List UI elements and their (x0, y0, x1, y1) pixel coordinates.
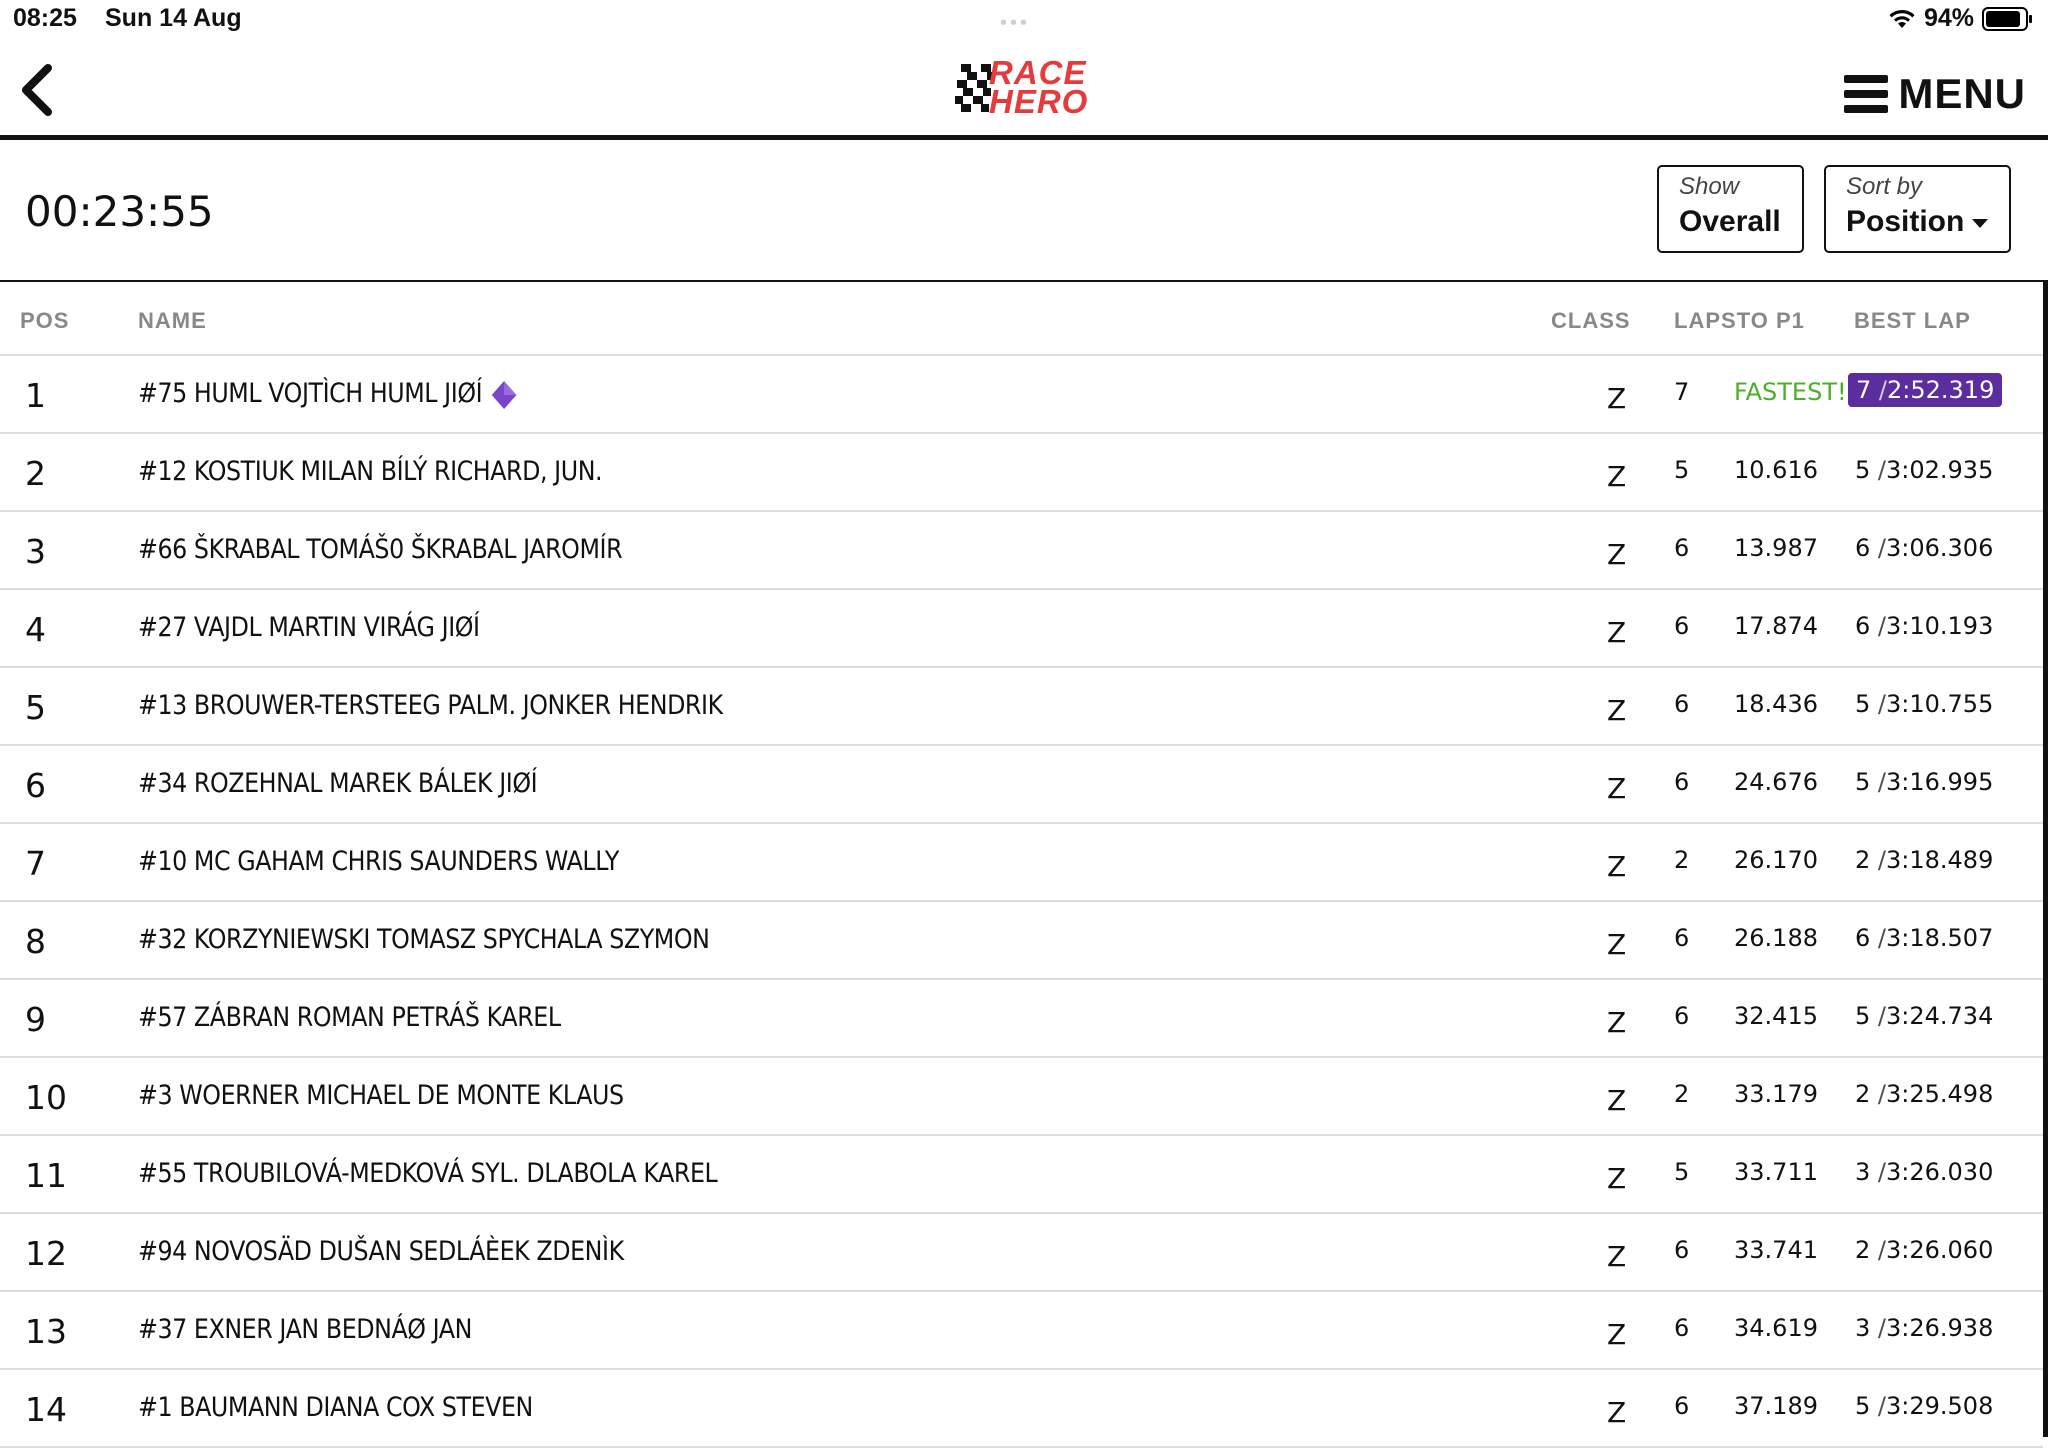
session-bar (0, 145, 2048, 282)
table-row[interactable] (0, 356, 2043, 434)
column-header-best-lap[interactable]: BEST LAP (1854, 308, 1971, 333)
row-laps: 6 (1674, 1314, 1690, 1342)
column-header-name[interactable]: NAME (138, 308, 207, 333)
back-button[interactable] (18, 62, 68, 118)
results-table-header (0, 282, 2043, 356)
table-row[interactable] (0, 746, 2043, 824)
row-best-lap-time: 3:25.498 (1886, 1080, 1994, 1108)
row-position: 2 (25, 454, 46, 493)
table-row[interactable] (0, 902, 2043, 980)
row-gap: 33.711 (1734, 1158, 1818, 1186)
row-position: 4 (25, 610, 46, 649)
row-best-lap-number: 2 (1855, 1080, 1871, 1108)
table-row[interactable] (0, 434, 2043, 512)
row-best-lap-number: 5 (1855, 1002, 1871, 1030)
row-class: Z (1607, 1318, 1627, 1351)
row-class: Z (1607, 1006, 1627, 1039)
row-driver-name-text: #75 HUML VOJTÌCH HUML JIØÍ (138, 378, 483, 409)
row-best-lap (1855, 1236, 1993, 1264)
table-row[interactable] (0, 1136, 2043, 1214)
row-laps: 6 (1674, 1236, 1690, 1264)
row-position: 8 (25, 922, 46, 961)
column-header-laps-to-p1[interactable]: LAPSTO P1 (1674, 308, 1805, 333)
results-table-body (0, 356, 2043, 1448)
row-best-lap-time: 3:29.508 (1886, 1392, 1994, 1420)
app-header (0, 40, 2048, 140)
show-filter-label: Show (1679, 173, 1740, 200)
row-driver-name-text: #27 VAJDL MARTIN VIRÁG JIØÍ (138, 612, 480, 643)
row-best-lap-separator: / (1870, 1314, 1886, 1342)
sort-by-value (1846, 205, 1989, 239)
row-class: Z (1607, 928, 1627, 961)
row-position: 7 (25, 844, 46, 883)
row-best-lap-number: 5 (1855, 690, 1871, 718)
row-class: Z (1607, 772, 1627, 805)
row-class: Z (1607, 460, 1627, 493)
status-bar (0, 0, 2048, 40)
row-best-lap (1855, 924, 1993, 952)
row-driver-name-text: #94 NOVOSÄD DUŠAN SEDLÁÈEK ZDENÌK (138, 1236, 624, 1267)
row-best-lap-separator: / (1871, 376, 1887, 404)
row-position: 14 (25, 1390, 67, 1429)
column-header-pos[interactable]: POS (20, 308, 70, 333)
show-filter-dropdown[interactable] (1657, 165, 1804, 253)
row-best-lap-number: 6 (1855, 612, 1871, 640)
row-best-lap-separator: / (1870, 534, 1886, 562)
row-driver-name-text: #3 WOERNER MICHAEL DE MONTE KLAUS (138, 1080, 624, 1111)
table-row[interactable] (0, 1214, 2043, 1292)
row-gap: 34.619 (1734, 1314, 1818, 1342)
row-best-lap-time: 3:26.060 (1886, 1236, 1994, 1264)
row-position: 1 (25, 376, 46, 415)
row-best-lap-separator: / (1870, 1080, 1886, 1108)
row-driver-name (138, 378, 517, 410)
row-best-lap-time: 3:10.755 (1886, 690, 1994, 718)
logo-line-2: HERO (989, 83, 1089, 120)
table-row[interactable] (0, 980, 2043, 1058)
row-driver-name (138, 456, 602, 487)
column-header-class[interactable]: CLASS (1551, 308, 1631, 333)
race-hero-logo[interactable] (955, 54, 1095, 128)
row-best-lap-number: 7 (1856, 376, 1872, 404)
sort-by-value-text: Position (1846, 205, 1965, 238)
row-best-lap-separator: / (1870, 1002, 1886, 1030)
row-class: Z (1607, 1162, 1627, 1195)
table-row[interactable] (0, 824, 2043, 902)
row-driver-name (138, 924, 709, 955)
row-best-lap-separator: / (1870, 846, 1886, 874)
row-best-lap (1855, 612, 1993, 640)
row-driver-name (138, 534, 622, 565)
row-best-lap-time: 2:52.319 (1887, 376, 1995, 404)
row-best-lap (1855, 534, 1993, 562)
row-laps: 2 (1674, 846, 1690, 874)
row-laps: 5 (1674, 1158, 1690, 1186)
row-driver-name (138, 1002, 561, 1033)
row-driver-name-text: #1 BAUMANN DIANA COX STEVEN (138, 1392, 533, 1423)
row-best-lap-time: 3:10.193 (1886, 612, 1994, 640)
row-driver-name-text: #12 KOSTIUK MILAN BÍLÝ RICHARD, JUN. (138, 456, 603, 487)
scroll-edge (2043, 282, 2048, 1437)
row-best-lap-number: 2 (1855, 846, 1871, 874)
table-row[interactable] (0, 668, 2043, 746)
row-best-lap (1855, 846, 1993, 874)
row-class: Z (1607, 1240, 1627, 1273)
row-class: Z (1607, 538, 1627, 571)
row-best-lap-number: 5 (1855, 1392, 1871, 1420)
chevron-left-icon (18, 62, 58, 118)
table-row[interactable] (0, 1058, 2043, 1136)
row-best-lap-time: 3:26.030 (1886, 1158, 1994, 1186)
battery-percent: 94% (1923, 4, 1974, 32)
row-best-lap-separator: / (1870, 612, 1886, 640)
row-best-lap (1855, 768, 1993, 796)
row-driver-name-text: #55 TROUBILOVÁ-MEDKOVÁ SYL. DLABOLA KAREL (138, 1158, 718, 1189)
row-best-lap-number: 3 (1855, 1314, 1871, 1342)
row-best-lap-time: 3:06.306 (1886, 534, 1994, 562)
row-gap: 32.415 (1734, 1002, 1818, 1030)
row-gap: 17.874 (1734, 612, 1818, 640)
row-best-lap (1848, 373, 2002, 407)
row-best-lap-time: 3:02.935 (1886, 456, 1994, 484)
row-laps: 6 (1674, 1002, 1690, 1030)
row-best-lap (1855, 1002, 1993, 1030)
row-class: Z (1607, 382, 1627, 415)
row-gap: 24.676 (1734, 768, 1818, 796)
row-driver-name-text: #37 EXNER JAN BEDNÁØ JAN (138, 1314, 472, 1345)
row-best-lap-number: 6 (1855, 924, 1871, 952)
table-row[interactable] (0, 590, 2043, 668)
row-driver-name (138, 846, 619, 877)
hamburger-icon (1844, 75, 1888, 113)
row-position: 3 (25, 532, 46, 571)
show-filter-value: Overall (1679, 205, 1781, 238)
row-laps: 6 (1674, 924, 1690, 952)
status-time: 08:25 (13, 4, 77, 32)
row-driver-name (138, 1236, 624, 1267)
row-laps: 2 (1674, 1080, 1690, 1108)
row-best-lap-separator: / (1870, 924, 1886, 952)
row-class: Z (1607, 1084, 1627, 1117)
multitasking-dots[interactable]: ••• (1000, 12, 1031, 34)
row-best-lap (1855, 1080, 1993, 1108)
row-driver-name (138, 1158, 717, 1189)
row-best-lap-number: 2 (1855, 1236, 1871, 1264)
table-row[interactable] (0, 512, 2043, 590)
row-laps: 5 (1674, 456, 1690, 484)
status-indicators (1888, 4, 2028, 33)
row-laps: 6 (1674, 768, 1690, 796)
row-best-lap (1855, 1314, 1993, 1342)
wifi-icon (1888, 8, 1916, 30)
row-gap: 33.741 (1734, 1236, 1818, 1264)
session-clock: 00:23:55 (25, 187, 214, 236)
row-best-lap-number: 3 (1855, 1158, 1871, 1186)
row-best-lap-time: 3:18.507 (1886, 924, 1994, 952)
row-driver-name-text: #66 ŠKRABAL TOMÁŠ0 ŠKRABAL JAROMÍR (138, 534, 623, 565)
logo-line-1: RACE (989, 54, 1087, 91)
row-best-lap-time: 3:24.734 (1886, 1002, 1994, 1030)
row-best-lap-separator: / (1870, 456, 1886, 484)
row-driver-name-text: #13 BROUWER-TERSTEEG PALM. JONKER HENDRIK (138, 690, 723, 721)
row-laps: 6 (1674, 690, 1690, 718)
row-driver-name (138, 690, 723, 721)
logo-wordmark (989, 54, 1089, 120)
row-best-lap-separator: / (1870, 768, 1886, 796)
menu-button[interactable] (1844, 70, 2026, 118)
row-driver-name (138, 1392, 533, 1423)
row-laps: 7 (1674, 378, 1690, 406)
row-position: 13 (25, 1312, 67, 1351)
menu-label: MENU (1898, 70, 2026, 117)
row-position: 12 (25, 1234, 67, 1273)
status-date: Sun 14 Aug (105, 4, 242, 32)
row-driver-name (138, 1080, 624, 1111)
row-laps: 6 (1674, 534, 1690, 562)
row-best-lap-time: 3:16.995 (1886, 768, 1994, 796)
row-gap: 26.170 (1734, 846, 1818, 874)
row-best-lap-time: 3:18.489 (1886, 846, 1994, 874)
row-driver-name-text: #10 MC GAHAM CHRIS SAUNDERS WALLY (138, 846, 619, 877)
row-position: 6 (25, 766, 46, 805)
row-best-lap (1855, 690, 1993, 718)
row-best-lap-number: 5 (1855, 768, 1871, 796)
row-position: 10 (25, 1078, 67, 1117)
battery-icon (1982, 7, 2028, 31)
row-best-lap-separator: / (1870, 1158, 1886, 1186)
row-best-lap-time: 3:26.938 (1886, 1314, 1994, 1342)
row-class: Z (1607, 850, 1627, 883)
row-gap: 18.436 (1734, 690, 1818, 718)
row-best-lap (1855, 1158, 1993, 1186)
row-best-lap-separator: / (1870, 1236, 1886, 1264)
row-best-lap-separator: / (1870, 690, 1886, 718)
diamond-icon (491, 380, 517, 410)
row-laps: 6 (1674, 612, 1690, 640)
row-best-lap-number: 6 (1855, 534, 1871, 562)
row-driver-name-text: #34 ROZEHNAL MAREK BÁLEK JIØÍ (138, 768, 538, 799)
row-class: Z (1607, 694, 1627, 727)
row-gap: FASTEST! (1734, 378, 1847, 406)
row-class: Z (1607, 1396, 1627, 1429)
row-gap: 13.987 (1734, 534, 1818, 562)
sort-by-label: Sort by (1846, 173, 1923, 200)
table-row[interactable] (0, 1292, 2043, 1370)
row-driver-name-text: #32 KORZYNIEWSKI TOMASZ SPYCHALA SZYMON (138, 924, 710, 955)
row-gap: 26.188 (1734, 924, 1818, 952)
row-best-lap-separator: / (1870, 1392, 1886, 1420)
row-gap: 33.179 (1734, 1080, 1818, 1108)
sort-by-dropdown[interactable] (1824, 165, 2011, 253)
row-position: 5 (25, 688, 46, 727)
row-best-lap-number: 5 (1855, 456, 1871, 484)
row-position: 11 (25, 1156, 67, 1195)
row-best-lap (1855, 1392, 1993, 1420)
row-class: Z (1607, 616, 1627, 649)
row-gap: 10.616 (1734, 456, 1818, 484)
row-laps: 6 (1674, 1392, 1690, 1420)
caret-down-icon (1972, 219, 1988, 228)
row-driver-name (138, 612, 480, 643)
row-driver-name (138, 1314, 472, 1345)
row-driver-name (138, 768, 537, 799)
row-position: 9 (25, 1000, 46, 1039)
row-gap: 37.189 (1734, 1392, 1818, 1420)
table-row[interactable] (0, 1370, 2043, 1448)
row-driver-name-text: #57 ZÁBRAN ROMAN PETRÁŠ KAREL (138, 1002, 561, 1033)
row-best-lap (1855, 456, 1993, 484)
